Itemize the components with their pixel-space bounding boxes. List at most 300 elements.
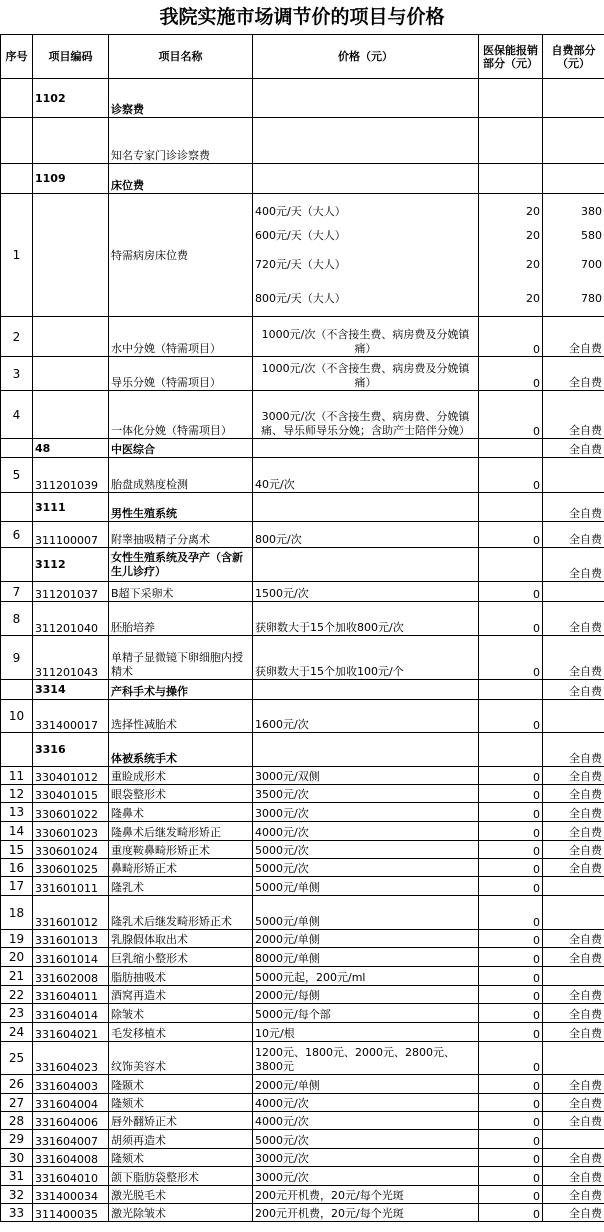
row-selfpay: 全自费 [543, 522, 604, 548]
row-insurance: 0 [479, 1149, 543, 1167]
table-row [1, 967, 604, 986]
row-code: 330601023 [33, 822, 109, 841]
row-selfpay: 全自费 [543, 948, 604, 967]
row-selfpay [543, 877, 604, 896]
row-insurance: 0 [479, 803, 543, 822]
row-price: 200元开机费，20元/每个光斑 [253, 1186, 479, 1204]
table-row [1, 767, 604, 785]
row-name: 导乐分娩（特需项目） [109, 357, 253, 391]
row-seq: 28 [1, 1112, 33, 1130]
row-code: 331601014 [33, 948, 109, 967]
row-price: 200元开机费，20元/每个光斑 [253, 1204, 479, 1222]
row-selfpay: 全自费 [543, 1149, 604, 1167]
row-name: 床位费 [109, 164, 253, 194]
row-code: 311201043 [33, 636, 109, 680]
row-seq: 1 [1, 194, 33, 317]
row-name: 一体化分娩（特需项目） [109, 391, 253, 439]
row-code: 331604021 [33, 1023, 109, 1042]
row-selfpay: 全自费 [543, 680, 604, 700]
row-code [33, 391, 109, 439]
row-insurance: 0 [479, 700, 543, 733]
row-code: 330601025 [33, 859, 109, 877]
row-code: 331602008 [33, 967, 109, 986]
row-seq: 15 [1, 841, 33, 859]
row-selfpay [543, 79, 604, 118]
row-seq: 11 [1, 767, 33, 785]
row-selfpay: 全自费 [543, 439, 604, 458]
row-selfpay-list [543, 194, 604, 317]
row-selfpay: 全自费 [543, 1023, 604, 1042]
row-selfpay: 全自费 [543, 1094, 604, 1112]
table-row [1, 986, 604, 1004]
row-name: 乳腺假体取出术 [109, 930, 253, 948]
row-insurance: 0 [479, 1167, 543, 1186]
row-insurance [479, 548, 543, 582]
row-name: 选择性减胎术 [109, 700, 253, 733]
row-price: 4000元/次 [253, 822, 479, 841]
document-title: 我院实施市场调节价的项目与价格 [159, 6, 445, 28]
row-seq: 3 [1, 357, 33, 391]
row-selfpay [543, 118, 604, 164]
row-insurance: 0 [479, 822, 543, 841]
row-selfpay: 全自费 [543, 803, 604, 822]
row-code: 331601012 [33, 896, 109, 930]
row-insurance: 0 [479, 841, 543, 859]
row-seq: 25 [1, 1042, 33, 1075]
row-price: 2000元/单侧 [253, 930, 479, 948]
row-seq: 21 [1, 967, 33, 986]
row-insurance: 0 [479, 1075, 543, 1094]
row-insurance: 0 [479, 1130, 543, 1149]
row-selfpay: 全自费 [543, 493, 604, 522]
row-selfpay: 全自费 [543, 636, 604, 680]
row-price [253, 733, 479, 767]
table-row [1, 785, 604, 803]
row-selfpay [543, 582, 604, 602]
row-price: 3000元/次 [253, 803, 479, 822]
row-code: 3314 [33, 680, 109, 700]
row-price [253, 548, 479, 582]
row-name: 脂肪抽吸术 [109, 967, 253, 986]
table-row [1, 1004, 604, 1023]
row-name: 中医综合 [109, 439, 253, 458]
row-code: 331604004 [33, 1094, 109, 1112]
row-seq: 29 [1, 1130, 33, 1149]
row-insurance: 0 [479, 1004, 543, 1023]
row-code: 331604008 [33, 1149, 109, 1167]
table-row [1, 636, 604, 680]
row-seq: 30 [1, 1149, 33, 1167]
row-name: 体被系统手术 [109, 733, 253, 767]
row-insurance: 0 [479, 1094, 543, 1112]
row-name: 唇外翻矫正术 [109, 1112, 253, 1130]
row-price: 4000元/次 [253, 1112, 479, 1130]
table-row [1, 1204, 604, 1222]
row-price: 5000元/次 [253, 859, 479, 877]
row-price: 3500元/次 [253, 785, 479, 803]
header-insurance: 医保能报销部分（元） [479, 35, 543, 79]
row-seq: 31 [1, 1167, 33, 1186]
row-selfpay [543, 458, 604, 493]
bed-price: 600元/天（大人） [255, 229, 346, 242]
row-seq: 7 [1, 582, 33, 602]
row-insurance [479, 79, 543, 118]
row-code: 311201040 [33, 602, 109, 636]
row-price: 1600元/次 [253, 700, 479, 733]
row-price: 5000元/单侧 [253, 896, 479, 930]
bed-insurance: 20 [526, 229, 540, 242]
row-insurance: 0 [479, 986, 543, 1004]
row-insurance: 0 [479, 458, 543, 493]
bed-selfpay: 380 [581, 205, 602, 218]
row-code: 1109 [33, 164, 109, 194]
row-code: 331604010 [33, 1167, 109, 1186]
row-code: 3112 [33, 548, 109, 582]
category-row [1, 493, 604, 522]
row-insurance: 0 [479, 967, 543, 986]
row-name: 特需病房床位费 [109, 194, 253, 317]
table-row [1, 948, 604, 967]
row-code: 330401015 [33, 785, 109, 803]
row-name: 胚胎培养 [109, 602, 253, 636]
row-seq: 9 [1, 636, 33, 680]
table-row [1, 357, 604, 391]
category-row [1, 733, 604, 767]
header-seq: 序号 [1, 35, 33, 79]
row-code: 330601022 [33, 803, 109, 822]
row-code: 311400035 [33, 1204, 109, 1222]
row-insurance: 0 [479, 896, 543, 930]
row-name: 激光脱毛术 [109, 1186, 253, 1204]
bed-selfpay: 700 [581, 258, 602, 271]
row-price: 获卵数大于15个加收100元/个 [253, 636, 479, 680]
row-seq: 24 [1, 1023, 33, 1042]
row-name: 隆颏术 [109, 1094, 253, 1112]
row-insurance [479, 733, 543, 767]
row-seq [1, 733, 33, 767]
row-insurance: 0 [479, 582, 543, 602]
row-code: 311201039 [33, 458, 109, 493]
row-code: 331601013 [33, 930, 109, 948]
price-table [0, 34, 604, 1222]
row-code: 311201037 [33, 582, 109, 602]
row-seq [1, 439, 33, 458]
table-row [1, 602, 604, 636]
header-code: 项目编码 [33, 35, 109, 79]
row-code: 48 [33, 439, 109, 458]
row-name: 毛发移植术 [109, 1023, 253, 1042]
row-seq: 27 [1, 1094, 33, 1112]
row-selfpay [543, 700, 604, 733]
row-selfpay: 全自费 [543, 391, 604, 439]
row-price [253, 680, 479, 700]
row-price: 2000元/每侧 [253, 986, 479, 1004]
row-seq: 8 [1, 602, 33, 636]
row-insurance: 0 [479, 877, 543, 896]
table-row [1, 1149, 604, 1167]
category-row [1, 548, 604, 582]
row-name: 胡须再造术 [109, 1130, 253, 1149]
row-code: 331604011 [33, 986, 109, 1004]
row-price: 获卵数大于15个加收800元/次 [253, 602, 479, 636]
bed-price: 400元/天（大人） [255, 205, 346, 218]
row-name: 隆颏术 [109, 1149, 253, 1167]
row-name: 附睾抽吸精子分离术 [109, 522, 253, 548]
row-name: 产科手术与操作 [109, 680, 253, 700]
row-insurance [479, 164, 543, 194]
row-insurance: 0 [479, 522, 543, 548]
row-code [33, 194, 109, 317]
row-price [253, 493, 479, 522]
bed-insurance: 20 [526, 205, 540, 218]
row-insurance [479, 680, 543, 700]
row-selfpay: 全自费 [543, 1186, 604, 1204]
row-seq: 20 [1, 948, 33, 967]
row-price: 5000元/每个部 [253, 1004, 479, 1023]
row-seq: 5 [1, 458, 33, 493]
table-row [1, 1186, 604, 1204]
row-seq [1, 79, 33, 118]
row-name: 水中分娩（特需项目） [109, 317, 253, 357]
row-insurance: 0 [479, 602, 543, 636]
row-seq [1, 493, 33, 522]
row-code [33, 317, 109, 357]
row-insurance: 0 [479, 1186, 543, 1204]
row-insurance-list [479, 194, 543, 317]
row-selfpay [543, 1130, 604, 1149]
row-seq: 26 [1, 1075, 33, 1094]
bed-price: 720元/天（大人） [255, 258, 346, 271]
row-name: 激光除皱术 [109, 1204, 253, 1222]
table-row [1, 1112, 604, 1130]
row-seq: 23 [1, 1004, 33, 1023]
row-seq: 6 [1, 522, 33, 548]
row-selfpay: 全自费 [543, 548, 604, 582]
row-selfpay: 全自费 [543, 822, 604, 841]
bed-price: 800元/天（大人） [255, 292, 346, 305]
row-seq: 17 [1, 877, 33, 896]
row-selfpay: 全自费 [543, 1112, 604, 1130]
row-seq [1, 164, 33, 194]
row-seq: 33 [1, 1204, 33, 1222]
row-price: 5000元/次 [253, 841, 479, 859]
row-seq: 10 [1, 700, 33, 733]
category-row [1, 439, 604, 458]
table-row [1, 522, 604, 548]
table-row [1, 930, 604, 948]
row-price: 5000元/次 [253, 1130, 479, 1149]
table-row [1, 118, 604, 164]
row-insurance: 0 [479, 357, 543, 391]
header-row [1, 35, 604, 79]
row-selfpay: 全自费 [543, 767, 604, 785]
bed-insurance: 20 [526, 258, 540, 271]
row-seq: 22 [1, 986, 33, 1004]
row-code: 3316 [33, 733, 109, 767]
table-row [1, 1023, 604, 1042]
row-selfpay [543, 896, 604, 930]
row-code: 331400034 [33, 1186, 109, 1204]
header-selfpay: 自费部分（元） [543, 35, 604, 79]
table-row [1, 896, 604, 930]
row-code: 330601024 [33, 841, 109, 859]
row-price: 1200元、1800元、2000元、2800元、3800元 [253, 1042, 479, 1075]
table-row [1, 1075, 604, 1094]
row-selfpay: 全自费 [543, 785, 604, 803]
row-insurance: 0 [479, 785, 543, 803]
row-price: 2000元/单侧 [253, 1075, 479, 1094]
table-row [1, 822, 604, 841]
bed-insurance: 20 [526, 292, 540, 305]
row-seq [1, 118, 33, 164]
row-code: 331604014 [33, 1004, 109, 1023]
row-selfpay: 全自费 [543, 1204, 604, 1222]
row-name: 知名专家门诊诊察费 [109, 118, 253, 164]
row-selfpay: 全自费 [543, 986, 604, 1004]
row-price: 1000元/次（不含接生费、病房费及分娩镇痛） [253, 357, 479, 391]
row-insurance: 0 [479, 1204, 543, 1222]
table-row [1, 877, 604, 896]
row-price: 1500元/次 [253, 582, 479, 602]
row-name: 隆乳术后继发畸形矫正术 [109, 896, 253, 930]
category-row [1, 680, 604, 700]
row-name: 女性生殖系统及孕产（含新生儿诊疗） [109, 548, 253, 582]
row-price: 10元/根 [253, 1023, 479, 1042]
row-price: 3000元/次 [253, 1167, 479, 1186]
row-insurance: 0 [479, 1042, 543, 1075]
header-name: 项目名称 [109, 35, 253, 79]
row-code [33, 357, 109, 391]
row-name: 单精子显微镜下卵细胞内授精术 [109, 636, 253, 680]
row-name: 男性生殖系统 [109, 493, 253, 522]
row-selfpay [543, 164, 604, 194]
table-row [1, 582, 604, 602]
table-body [1, 79, 604, 1222]
row-name: 隆颞术 [109, 1075, 253, 1094]
table-row [1, 317, 604, 357]
category-row [1, 164, 604, 194]
row-price: 800元/次 [253, 522, 479, 548]
row-insurance: 0 [479, 391, 543, 439]
row-insurance [479, 493, 543, 522]
row-price: 3000元/双侧 [253, 767, 479, 785]
row-selfpay: 全自费 [543, 930, 604, 948]
table-row [1, 859, 604, 877]
row-name: 重度鞍鼻畸形矫正术 [109, 841, 253, 859]
row-name: 纹饰美容术 [109, 1042, 253, 1075]
row-price: 4000元/次 [253, 1094, 479, 1112]
row-insurance: 0 [479, 636, 543, 680]
row-price: 3000元/次 [253, 1149, 479, 1167]
row-name: 隆乳术 [109, 877, 253, 896]
row-insurance: 0 [479, 1023, 543, 1042]
row-name: 隆鼻术后继发畸形矫正 [109, 822, 253, 841]
row-price: 40元/次 [253, 458, 479, 493]
row-selfpay: 全自费 [543, 733, 604, 767]
row-name: 除皱术 [109, 1004, 253, 1023]
row-name: B超下采卵术 [109, 582, 253, 602]
row-selfpay [543, 967, 604, 986]
row-code: 331601011 [33, 877, 109, 896]
row-price: 5000元/单侧 [253, 877, 479, 896]
row-name: 鼻畸形矫正术 [109, 859, 253, 877]
table-row [1, 1094, 604, 1112]
row-price [253, 118, 479, 164]
table-row [1, 458, 604, 493]
row-code: 331604023 [33, 1042, 109, 1075]
row-seq: 2 [1, 317, 33, 357]
row-selfpay [543, 1042, 604, 1075]
row-code: 331604007 [33, 1130, 109, 1149]
table-row [1, 1167, 604, 1186]
row-seq [1, 548, 33, 582]
row-name: 眼袋整形术 [109, 785, 253, 803]
row-name: 胎盘成熟度检测 [109, 458, 253, 493]
row-code: 331400017 [33, 700, 109, 733]
row-price [253, 164, 479, 194]
row-name: 颌下脂肪袋整形术 [109, 1167, 253, 1186]
row-selfpay: 全自费 [543, 1075, 604, 1094]
row-code: 331604006 [33, 1112, 109, 1130]
row-seq: 18 [1, 896, 33, 930]
row-insurance [479, 439, 543, 458]
row-name: 诊察费 [109, 79, 253, 118]
row-price [253, 439, 479, 458]
row-seq: 19 [1, 930, 33, 948]
row-insurance: 0 [479, 1112, 543, 1130]
row-code [33, 118, 109, 164]
row-insurance: 0 [479, 930, 543, 948]
row-selfpay: 全自费 [543, 1004, 604, 1023]
row-name: 隆鼻术 [109, 803, 253, 822]
row-selfpay: 全自费 [543, 357, 604, 391]
row-name: 巨乳缩小整形术 [109, 948, 253, 967]
row-price [253, 79, 479, 118]
row-code: 3111 [33, 493, 109, 522]
row-seq: 32 [1, 1186, 33, 1204]
row-selfpay: 全自费 [543, 1167, 604, 1186]
row-selfpay: 全自费 [543, 602, 604, 636]
row-seq: 4 [1, 391, 33, 439]
row-selfpay: 全自费 [543, 841, 604, 859]
row-price-list [253, 194, 479, 317]
row-code: 311100007 [33, 522, 109, 548]
row-selfpay: 全自费 [543, 859, 604, 877]
row-code: 1102 [33, 79, 109, 118]
row-price: 8000元/单侧 [253, 948, 479, 967]
row-name: 重睑成形术 [109, 767, 253, 785]
row-price: 1000元/次（不含接生费、病房费及分娩镇痛） [253, 317, 479, 357]
row-code: 330401012 [33, 767, 109, 785]
row-insurance: 0 [479, 948, 543, 967]
row-seq [1, 680, 33, 700]
row-name: 酒窝再造术 [109, 986, 253, 1004]
table-row [1, 803, 604, 822]
row-seq: 13 [1, 803, 33, 822]
table-row [1, 841, 604, 859]
row-seq: 12 [1, 785, 33, 803]
table-row [1, 1042, 604, 1075]
row-selfpay: 全自费 [543, 317, 604, 357]
row-price: 3000元/次（不含接生费、病房费、分娩镇痛、导乐师导乐分娩；含助产士陪伴分娩） [253, 391, 479, 439]
row-code: 331604003 [33, 1075, 109, 1094]
row-insurance: 0 [479, 317, 543, 357]
header-price: 价格（元） [253, 35, 479, 79]
row-seq: 14 [1, 822, 33, 841]
bed-selfpay: 780 [581, 292, 602, 305]
category-row [1, 194, 604, 317]
table-row [1, 391, 604, 439]
